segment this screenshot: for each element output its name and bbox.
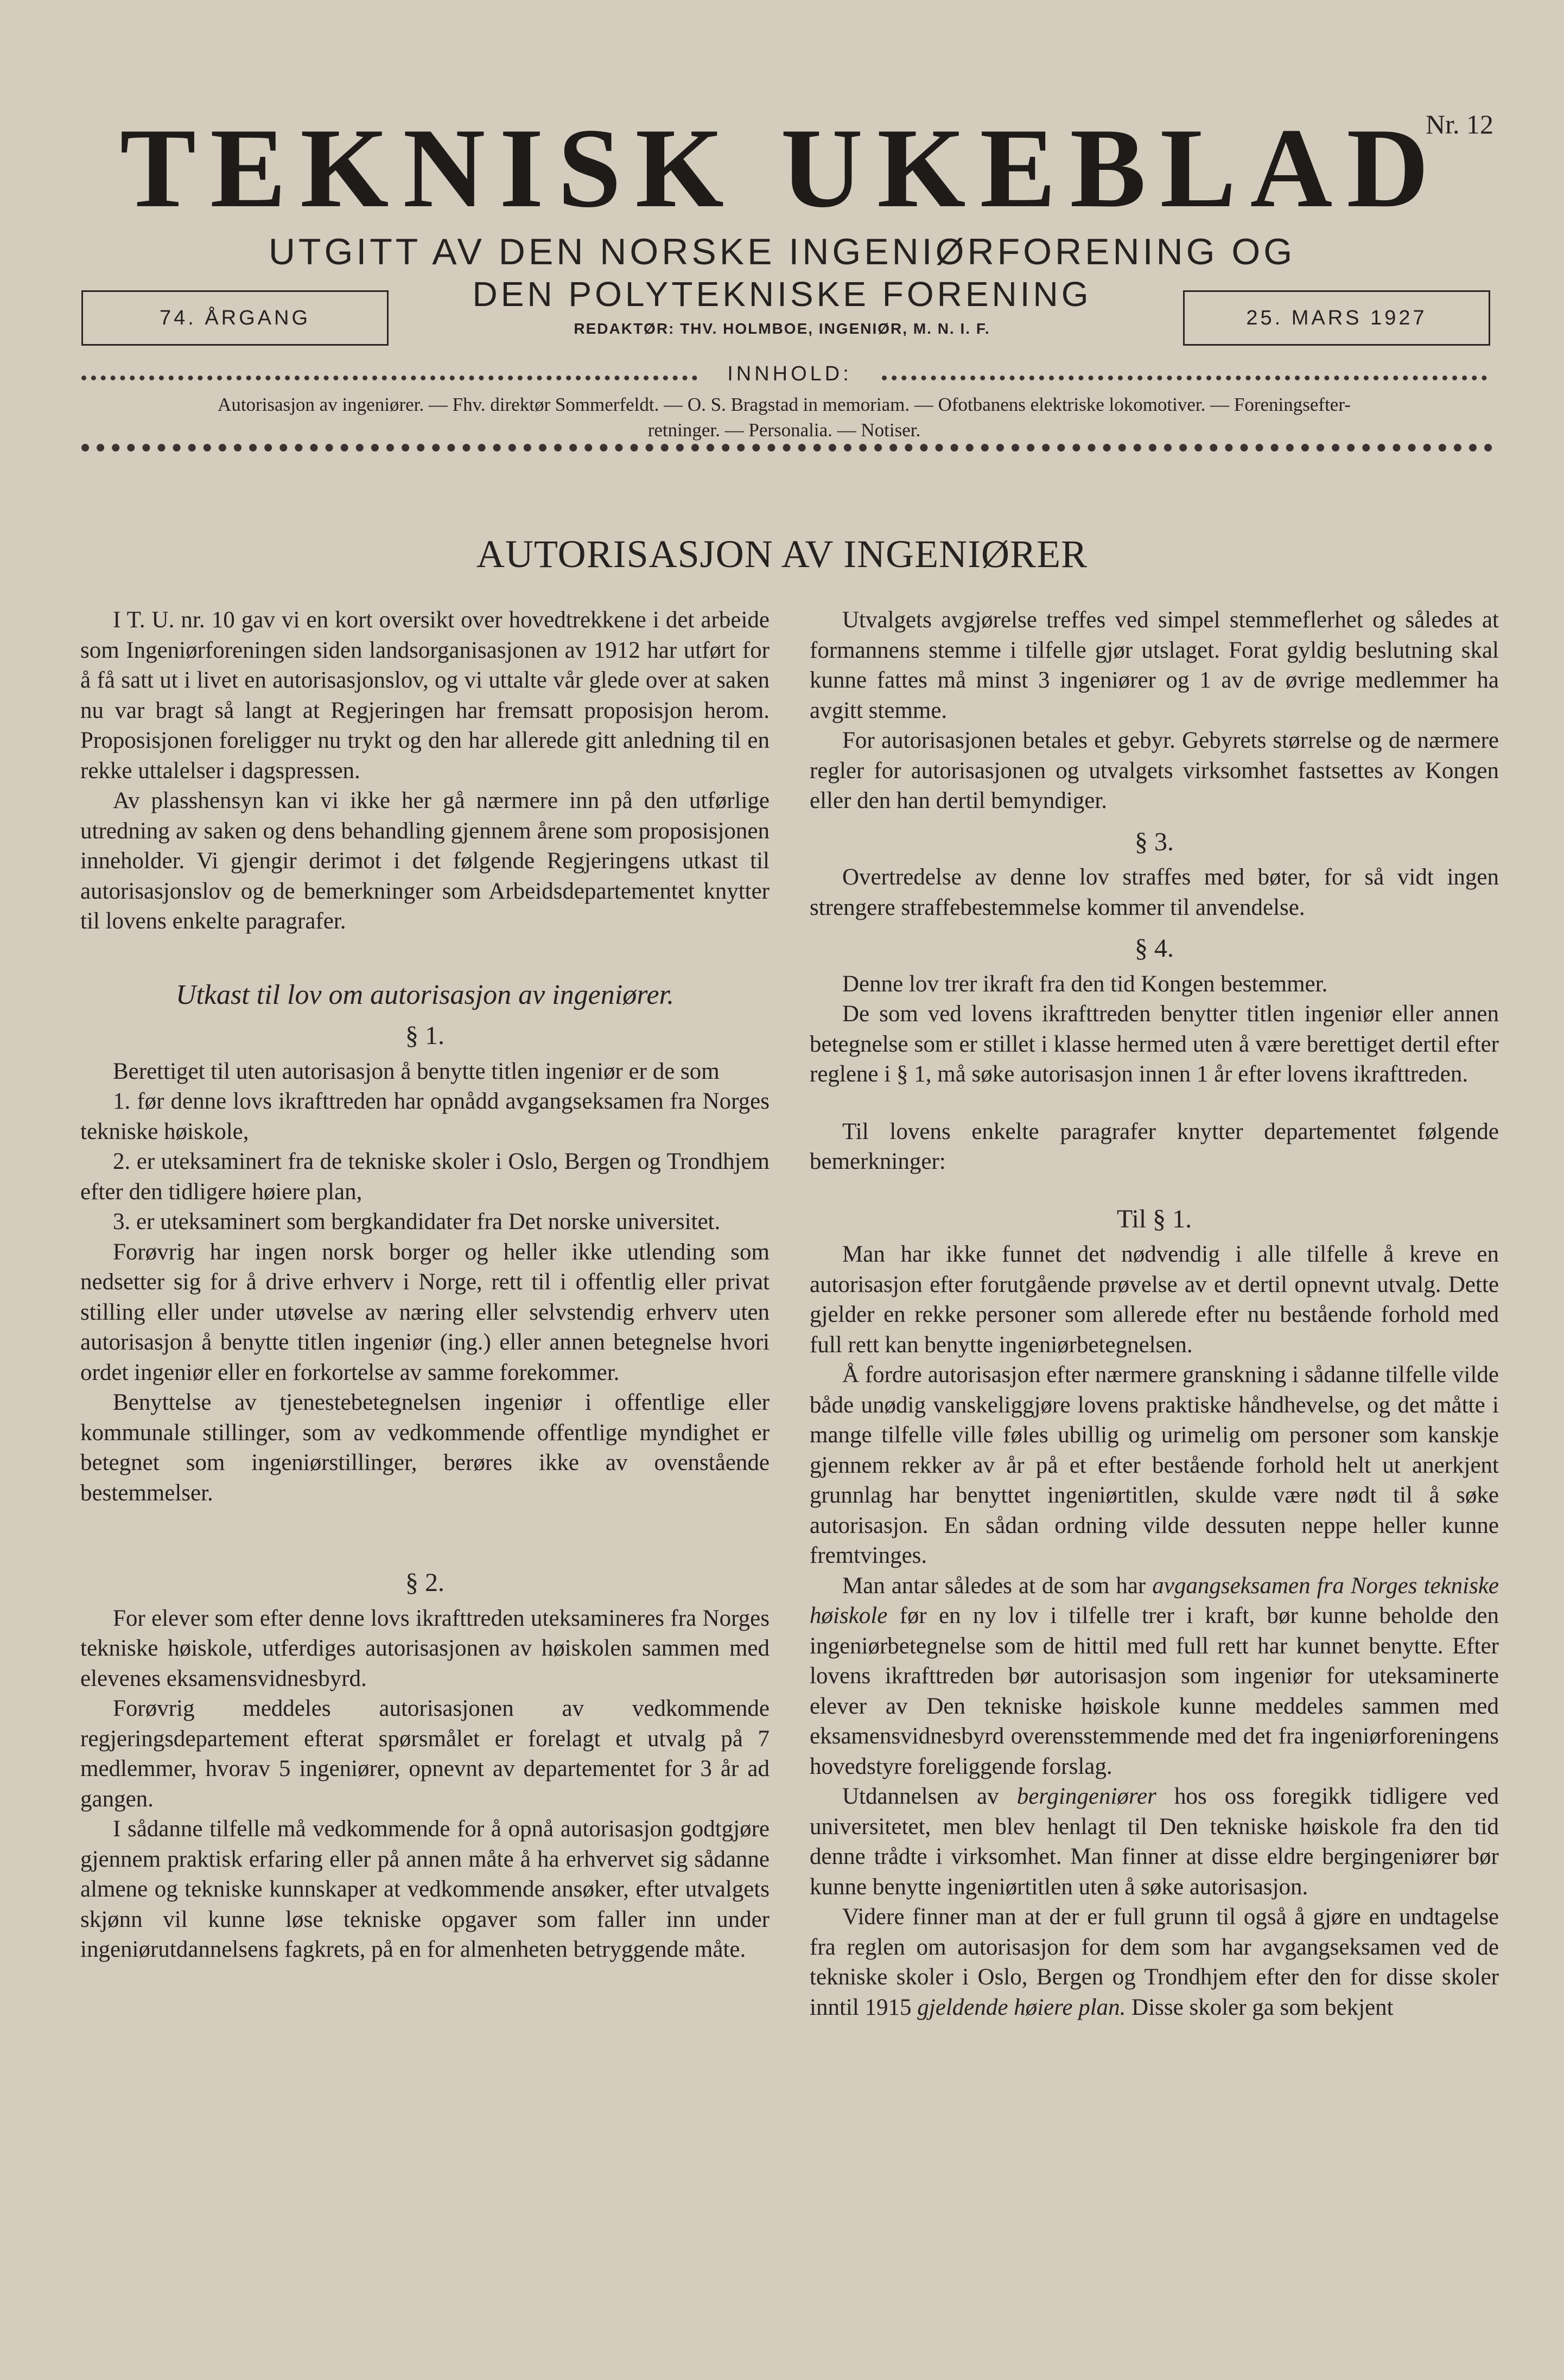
article-column-left [80,605,770,1965]
commentary-heading: Til § 1. [1116,1204,1192,1233]
publisher-line-2: DEN POLYTEKNISKE FORENING [472,275,1092,314]
paragraph [810,1781,1499,1902]
paragraph: For elever som efter denne lovs ikrafttreden uteksamineres fra Norges tekniske høiskole, utferdiges autorisasjonen av høiskolen sammen med elevenes eksamensvidnesbyrd. [80,1605,770,1691]
contents-line-1: Autorisasjon av ingeniører. — Fhv. direktør Sommerfeldt. — O. S. Bragstad in memoriam. — Ofotbanens elektriske lokomotiver. — Foreningsefter- [218,394,1351,415]
contents-list [81,392,1487,443]
paragraph: I sådanne tilfelle må vedkommende for å opnå autorisasjon godtgjøre gjennem praktisk erfaring eller på annen måte å ha erhvervet sig sådanne almene og tekniske kunnskaper at vedkommende ansøker, efter utvalgets skjønn vil kunne løse tekniske opgaver som faller inn under ingeniørutdannelsens fagkrets, på en for almenheten betryggende måte. [80,1816,770,1962]
paragraph: Til lovens enkelte paragrafer knytter departementet følgende bemerkninger: [810,1118,1499,1174]
paragraph: Benyttelse av tjenestebetegnelsen ingeniør i offentlige eller kommunale stillinger, som av vedkommende offentlige myndighet er betegnet som ingeniørstillinger, berøres ikke av ovenstående bestemmelser. [80,1390,770,1506]
section-heading: § 1. [405,1021,444,1050]
section-heading: § 3. [1135,827,1174,856]
publisher-line-1: UTGITT AV DEN NORSKE INGENIØRFORENING OG [268,231,1296,272]
contents-rule-right [882,376,1487,385]
list-item: 3. er uteksaminert som bergkandidater fra Det norske universitet. [113,1209,721,1234]
paragraph: Forøvrig har ingen norsk borger og heller ikke utlending som nedsetter sig for å drive erhverv i Norge, rett til i offentlig eller privat stilling eller under utøvelse av næring eller selvstendig erhverv uten autorisasjon å benytte titlen ingeniør (ing.) eller annen betegnelse hvori ordet ingeniør eller en forkortelse av samme forekommer. [80,1239,770,1385]
paragraph: Å fordre autorisasjon efter nærmere granskning i sådanne tilfelle vilde både unødig vanskeliggjøre lovens praktiske håndhevelse, og det måtte i mange tilfelle ville føles ubillig og urimelig om personer som kanskje gjennem rekker av år på et efter bestående forhold helt ut anerkjent grunnlag har benyttet ingeniørtitlen, skulde være nødt til å søke autorisasjon. En sådan ordning vilde dessuten neppe heller kunne fremtvinges. [810,1362,1499,1568]
text-run: Videre finner man at der er full grunn til også å gjøre en undtagelse fra reglen om autorisasjon for dem som har avgangseksamen ved de tekniske skoler i Oslo, Bergen og Trondhjem efter den for disse skoler inntil 1915 [810,1904,1499,2020]
list-item: 1. før denne lovs ikrafttreden har opnådd avgangseksamen fra Norges tekniske høiskole, [80,1089,770,1144]
paragraph: Berettiget til uten autorisasjon å benytte titlen ingeniør er de som [113,1058,720,1084]
paragraph: Man har ikke funnet det nødvendig i alle tilfelle å kreve en autorisasjon efter forutgående prøvelse av et dertil opnevnt utvalg. Dette gjelder en rekke personer som allerede efter nu bestående forhold med full rett kan benytte ingeniørbetegnelsen. [810,1242,1499,1358]
emphasis: bergingeniører [1016,1784,1156,1809]
paragraph: For autorisasjonen betales et gebyr. Gebyrets størrelse og de nærmere regler for autorisasjonen og utvalgets virksomhet fastsettes av Kongen eller den han dertil bemyndiger. [810,728,1499,813]
issue-date-box: 25. MARS 1927 [1183,290,1490,346]
text-run: Man antar således at de som har [842,1573,1153,1599]
contents-label: INNHOLD: [727,362,852,385]
emphasis: avgangseksamen fra Norges tekniske høiskole [810,1573,1499,1628]
list-item: 2. er uteksaminert fra de tekniske skoler i Oslo, Bergen og Trondhjem efter den tidligere høiere plan, [80,1149,770,1205]
paragraph [810,1902,1499,2022]
paragraph: Utvalgets avgjørelse treffes ved simpel stemmeflerhet og således at formannens stemme i tilfelle gjør utslaget. Forat gyldig beslutning skal kunne fattes må minst 3 ingeniører og 1 av de øvrige medlemmer ha avgitt stemme. [810,607,1499,723]
paragraph: Overtredelse av denne lov straffes med bøter, for så vidt ingen strengere straffebestemmelse kommer til anvendelse. [810,864,1499,920]
text-run: hos oss foregikk tidligere ved universitetet, men blev henlagt til Den tekniske høiskole fra den tid denne trådte i virksomhet. Man finner at disse eldre bergingeniører bør kunne benytte ingeniørtitlen uten å søke autorisasjon. [810,1784,1499,1900]
contents-rule-bottom [81,444,1492,451]
volume-year-box: 74. ÅRGANG [81,290,389,346]
paragraph: Denne lov trer ikraft fra den tid Kongen bestemmer. [842,971,1328,997]
text-run: før en ny lov i tilfelle trer i kraft, bør kunne beholde den ingeniørbetegnelse som de hittil med full rett har kunnet benytte. Efter lovens ikrafttreden bør autorisasjon som ingeniør for uteksaminerte elever av Den tekniske høiskole kunne meddeles sammen med eksamensvidnesbyrd overensstemmende med det fra ingeniørforeningens hovedstyre foreliggende forslag. [810,1603,1499,1779]
paragraph: Av plasshensyn kan vi ikke her gå nærmere inn på den utførlige utredning av saken og dens behandling gjennem årene som proposisjonen inneholder. Vi gjengir derimot i det følgende Regjeringens utkast til autorisasjonslov og de bemerkninger som Arbeidsdepartementet knytter til lovens enkelte paragrafer. [80,788,770,934]
section-heading: § 2. [405,1568,444,1597]
contents-rule-left [81,376,697,385]
paragraph: Forøvrig meddeles autorisasjonen av vedkommende regjeringsdepartement efterat spørsmålet er forelagt et utvalg på 7 medlemmer, hvorav 5 ingeniører, opnevnt av departementet for 3 år ad gangen. [80,1696,770,1812]
contents-line-2: retninger. — Personalia. — Notiser. [647,419,921,441]
article-column-right [810,605,1499,2022]
paragraph [810,1571,1499,1782]
paragraph: De som ved lovens ikrafttreden benytter titlen ingeniør eller annen betegnelse som er stillet i klasse hermed uten å være berettiget dertil efter reglene i § 1, må søke autorisasjon innen 1 år efter lovens ikrafttreden. [810,1001,1499,1087]
text-run: Utdannelsen av [842,1784,1017,1809]
article-title: AUTORISASJON AV INGENIØRER [476,532,1088,576]
text-run: Disse skoler ga som bekjent [1126,1994,1394,2020]
masthead-title: TEKNISK UKEBLAD [119,105,1443,231]
emphasis: gjeldende høiere plan. [917,1994,1126,2020]
section-heading: § 4. [1135,934,1174,963]
paragraph: I T. U. nr. 10 gav vi en kort oversikt over hovedtrekkene i det arbeide som Ingeniørforeningen siden landsorganisasjonen av 1912 har utført for å få satt ut i livet en autorisasjonslov, og vi uttalte vår glede over at saken nu var bragt så langt at Regjeringen har fremsatt proposisjon herom. Proposisjonen foreligger nu trykt og den har allerede gitt anledning til en rekke uttalelser i dagspressen. [80,607,770,784]
draft-law-heading: Utkast til lov om autorisasjon av ingeniører. [175,979,675,1010]
editor-line: REDAKTØR: THV. HOLMBOE, INGENIØR, M. N. I. F. [574,320,990,337]
issue-number: Nr. 12 [1426,109,1493,139]
